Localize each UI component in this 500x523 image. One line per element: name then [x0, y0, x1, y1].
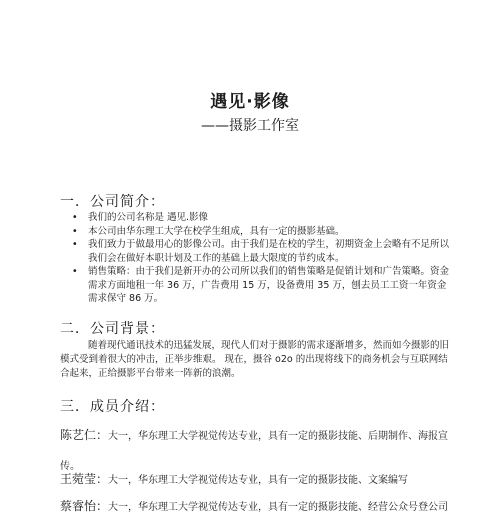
list-item: • 我们致力于做最用心的影像公司。由于我们是在校的学生，初期资金上会略有不足所以我们会在做好本职计划及工作的基础上最大限度的节约成本。: [60, 238, 450, 265]
member-name: 陈艺仁：: [60, 428, 109, 442]
section-heading-members: 三．成员介绍：: [60, 399, 165, 415]
section-heading-intro: 一．公司简介：: [60, 194, 165, 210]
member-desc: 大一，华东理工大学视觉传达专业，具有一定的摄影技能、经营公众号登公司: [108, 502, 449, 513]
member-entry: [60, 491, 450, 523]
list-item: • 我们的公司名称是 遇见.影像: [60, 211, 450, 225]
list-item: • 本公司由华东理工大学在校学生组成，具有一定的摄影基础。: [60, 225, 450, 239]
member-name: 王菀莹：: [60, 472, 109, 486]
member-desc: 大一，华东理工大学视觉传达专业，具有一定的摄影技能、文案编写: [108, 475, 409, 486]
intro-bullet-list: [60, 211, 450, 306]
background-paragraph: 随着现代通讯技术的迅猛发展，现代人们对于摄影的需求逐渐增多，然而如今摄影的旧模式受到着很大的冲击，正举步维艰。 现在，摄谷 o2o 的出现将线下的商务机会与互联网结合起来，正给摄影平台带来一阵新的浪潮。: [60, 340, 450, 379]
document-subtitle: ——摄影工作室: [201, 118, 299, 134]
member-desc: 大一，华东理工大学视觉传达专业，具有一定的摄影技能、后期制作、海报宣传。: [60, 431, 449, 472]
document-title: 遇见·影像: [210, 92, 290, 112]
list-item: • 销售策略：由于我们是新开办的公司所以我们的销售策略是促销计划和广告策略。资金需求方面地租一年 36 万，广告费用 15 万，设备费用 35 万，刨去员工工资一年资金需求保守 86 万。: [60, 265, 450, 306]
member-name: 蔡睿怡：: [60, 499, 109, 513]
section-heading-background: 二．公司背景：: [60, 321, 165, 337]
